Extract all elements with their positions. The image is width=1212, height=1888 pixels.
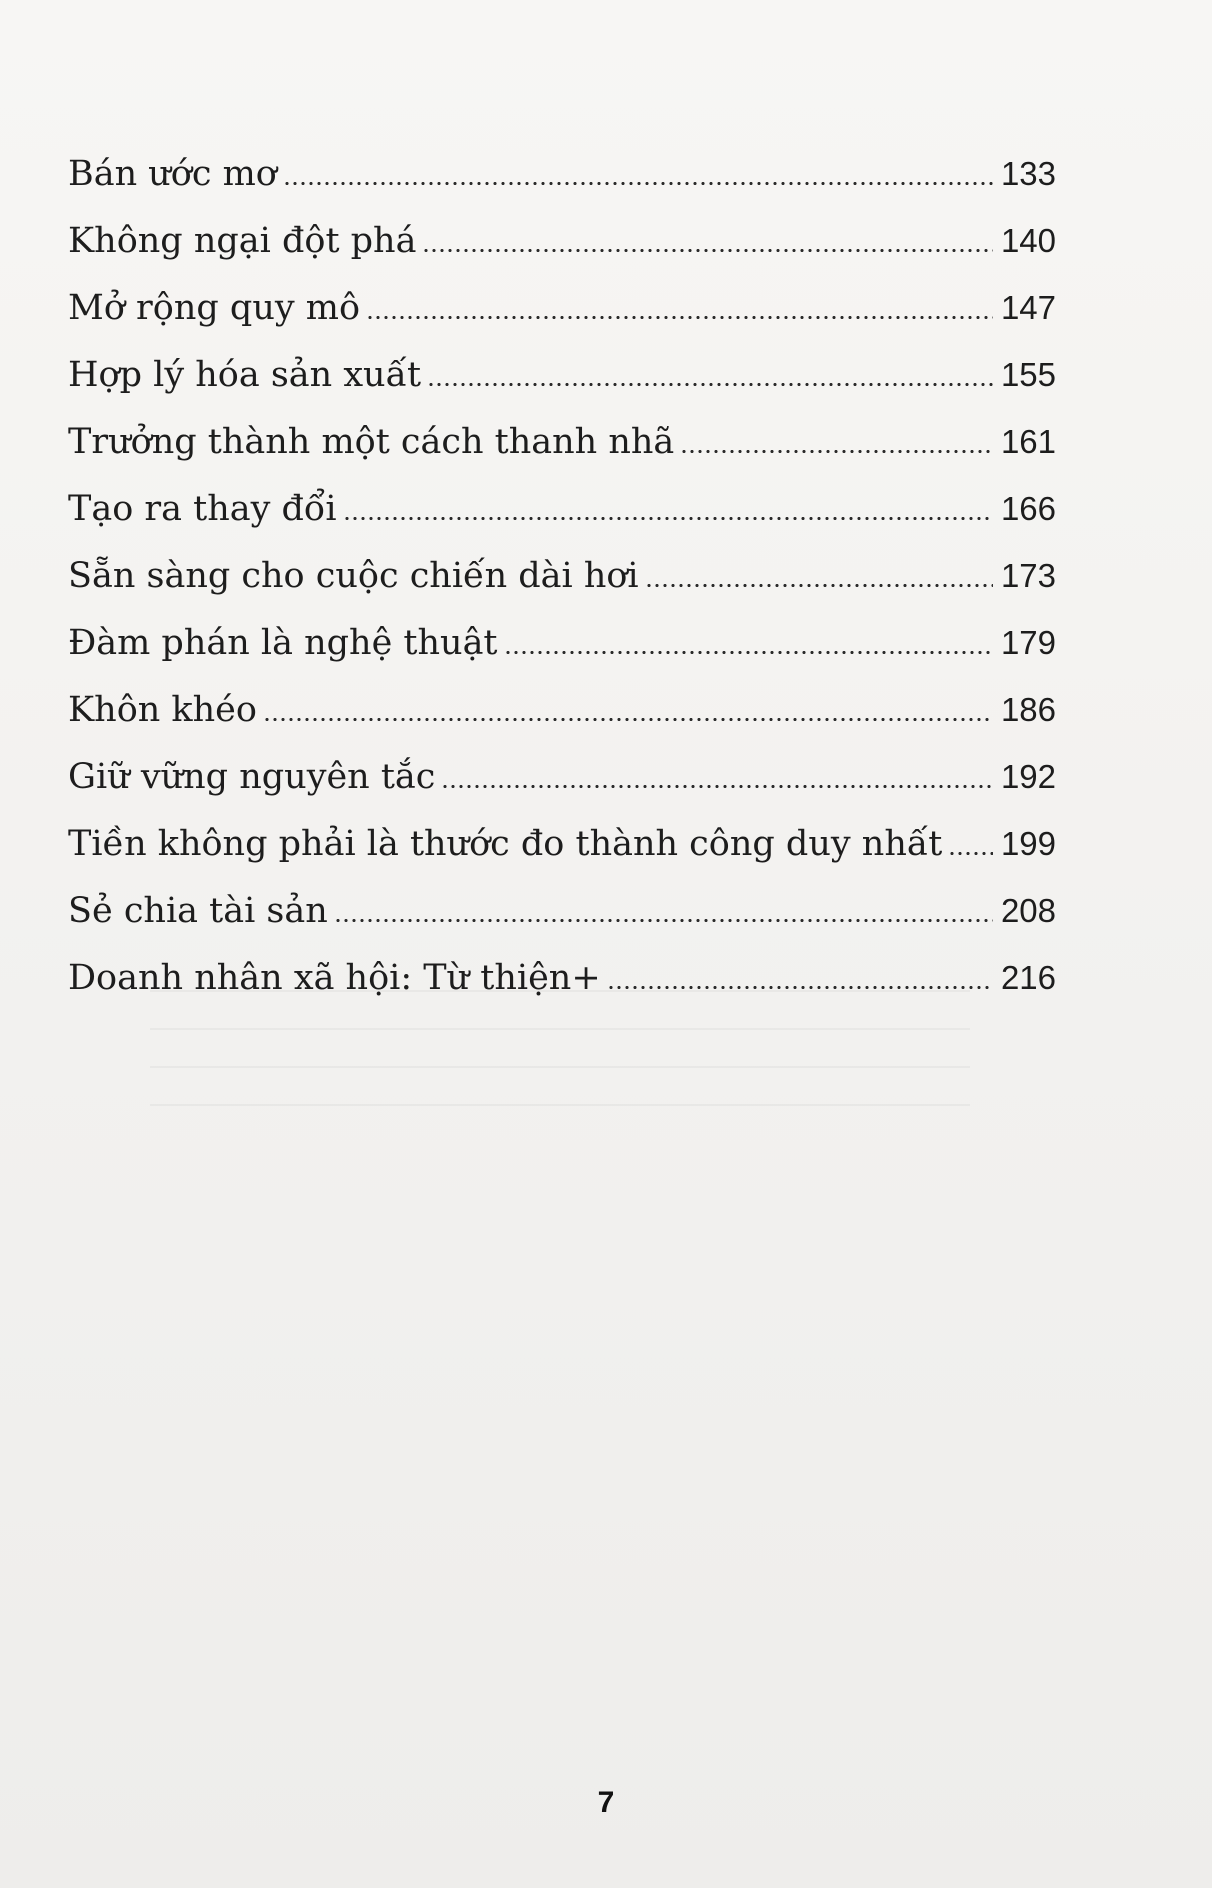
- dot-leader: [366, 316, 993, 319]
- toc-entry-title: Tạo ra thay đổi: [68, 489, 337, 529]
- toc-entry-page: 216: [1000, 959, 1056, 996]
- toc-entry-title: Khôn khéo: [68, 690, 257, 730]
- toc-entry: [68, 274, 1056, 341]
- toc-entry-title: Sẻ chia tài sản: [68, 891, 328, 931]
- dot-leader: [427, 383, 993, 386]
- dot-leader: [334, 919, 993, 922]
- toc-entry: [68, 475, 1056, 542]
- dot-leader: [504, 651, 993, 654]
- toc-entry-title: Hợp lý hóa sản xuất: [68, 355, 422, 395]
- show-through-texture: [150, 990, 970, 1140]
- dot-leader: [441, 785, 993, 788]
- toc-entry-page: 166: [1000, 490, 1056, 527]
- table-of-contents: [68, 140, 1056, 1011]
- toc-entry: [68, 341, 1056, 408]
- toc-entry: [68, 140, 1056, 207]
- toc-entry-title: Doanh nhân xã hội: Từ thiện+: [68, 958, 601, 998]
- toc-entry-page: 208: [1000, 892, 1056, 929]
- toc-entry: [68, 810, 1056, 877]
- toc-entry-page: 179: [1000, 624, 1056, 661]
- toc-entry-title: Giữ vững nguyên tắc: [68, 757, 436, 797]
- toc-entry-title: Tiền không phải là thước đo thành công duy nhất: [68, 824, 943, 864]
- toc-entry-page: 155: [1000, 356, 1056, 393]
- dot-leader: [283, 182, 993, 185]
- dot-leader: [263, 718, 993, 721]
- dot-leader: [343, 517, 993, 520]
- dot-leader: [645, 584, 993, 587]
- toc-entry: [68, 676, 1056, 743]
- page-number: 7: [597, 1786, 615, 1819]
- toc-entry-page: 192: [1000, 758, 1056, 795]
- toc-entry-page: 133: [1000, 155, 1056, 192]
- toc-entry-page: 186: [1000, 691, 1056, 728]
- toc-entry-page: 161: [1000, 423, 1056, 460]
- toc-entry-title: Bán ước mơ: [68, 154, 277, 194]
- toc-entry-page: 199: [1000, 825, 1056, 862]
- toc-entry: [68, 743, 1056, 810]
- toc-entry-page: 173: [1000, 557, 1056, 594]
- toc-entry-title: Không ngại đột phá: [68, 221, 417, 261]
- dot-leader: [948, 852, 993, 855]
- toc-entry: [68, 877, 1056, 944]
- dot-leader: [680, 450, 993, 453]
- toc-entry-title: Sẵn sàng cho cuộc chiến dài hơi: [68, 556, 639, 596]
- toc-entry-page: 140: [1000, 222, 1056, 259]
- toc-entry: [68, 609, 1056, 676]
- toc-entry-title: Trưởng thành một cách thanh nhã: [68, 422, 675, 462]
- toc-entry-title: Mở rộng quy mô: [68, 288, 361, 328]
- dot-leader: [422, 249, 992, 252]
- dot-leader: [607, 986, 993, 989]
- toc-entry-title: Đàm phán là nghệ thuật: [68, 623, 498, 663]
- toc-entry: [68, 408, 1056, 475]
- toc-entry: [68, 207, 1056, 274]
- toc-entry: [68, 944, 1056, 1011]
- toc-entry: [68, 542, 1056, 609]
- toc-entry-page: 147: [1000, 289, 1056, 326]
